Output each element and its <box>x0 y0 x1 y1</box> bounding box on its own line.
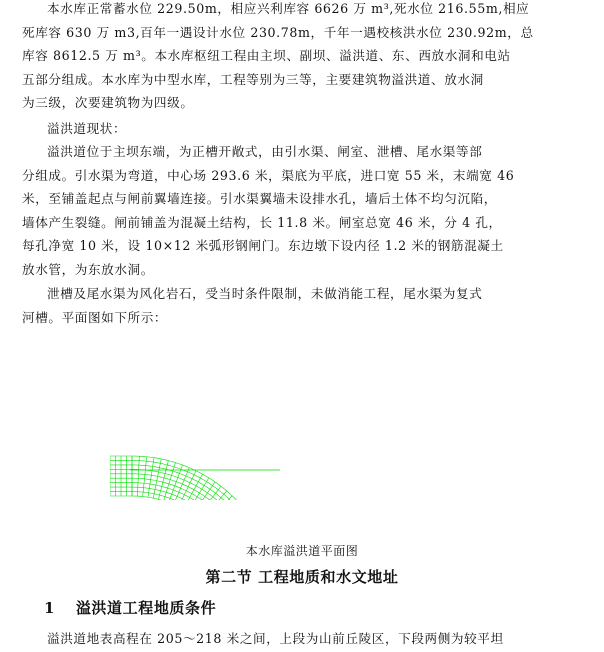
text-line: 墙体产生裂缝。闸前铺盖为混凝土结构，长 11.8 米。闸室总宽 46 米，分 4 孔， <box>22 214 502 230</box>
text-line: 泄槽及尾水渠为风化岩石，受当时条件限制，未做消能工程，尾水渠为复式 <box>47 286 483 301</box>
channel-arc-line <box>132 478 252 500</box>
text-line: 溢洪道现状： <box>47 121 127 136</box>
section-title: 第二节 工程地质和水文地址 <box>205 568 399 586</box>
channel-cross-line <box>183 474 202 500</box>
channel-arc-line <box>132 474 256 500</box>
subsection-title: 溢洪道工程地质条件 <box>75 599 217 617</box>
channel-cross-line <box>143 457 147 497</box>
paragraph-reservoir-levels <box>22 0 582 115</box>
paragraph-geology <box>22 627 582 651</box>
text-line: 每孔净宽 10 米，设 10×12 米弧形钢闸门。东边墩下设内径 1.2 米的钢筋混凝土 <box>22 238 504 254</box>
text-line: 米，至铺盖起点与闸前翼墙连接。引水渠翼墙未设排水孔，墙后土体不均匀沉陷， <box>22 191 497 207</box>
text-line: 河槽。平面图如下所示： <box>22 309 168 325</box>
text-line: 库容 8612.5 万 m³。本水库枢纽工程由主坝、副坝、溢洪道、东、西放水洞和电站 <box>22 48 511 64</box>
paragraph-chute-tailrace <box>22 282 582 329</box>
channel-cross-line <box>164 463 176 500</box>
channel-cross-line <box>148 458 154 498</box>
paragraph-spillway-description <box>22 140 582 282</box>
text-line: 溢洪道地表高程在 205～218 米之间，上段为山前丘陵区，下段两侧为较平坦 <box>47 631 504 646</box>
subsection-heading <box>44 597 216 618</box>
figure-caption: 本水库溢洪道平面图 <box>245 544 359 558</box>
spillway-plan-figure <box>110 350 350 500</box>
text-line: 放水管，为东放水洞。 <box>22 261 154 277</box>
text-line: 分组成。引水渠为弯道，中心场 293.6 米，渠底为平底，进口宽 55 米，末端宽 46 <box>22 167 515 183</box>
channel-cross-line <box>137 456 139 496</box>
text-line: 五部分组成。本水库为中型水库，工程等别为三等，主要建筑物溢洪道、放水洞 <box>22 71 484 87</box>
text-line: 为三级，次要建筑物为四级。 <box>22 95 194 111</box>
spillway-plan-drawing <box>110 350 350 500</box>
subsection-number: 1 <box>44 599 56 617</box>
paragraph-spillway-status-heading <box>22 117 582 141</box>
text-line: 溢洪道位于主坝东端，为正槽开敞式，由引水渠、闸室、泄槽、尾水渠等部 <box>47 144 483 159</box>
channel-cross-line <box>178 471 196 500</box>
text-line: 死库容 630 万 m3,百年一遇设计水位 230.78m，千年一遇校核洪水位 230.92m，总 <box>22 24 534 40</box>
text-line: 本水库正常蓄水位 229.50m，相应兴利库容 6626 万 m³,死水位 216.55m,相应 <box>47 1 530 16</box>
